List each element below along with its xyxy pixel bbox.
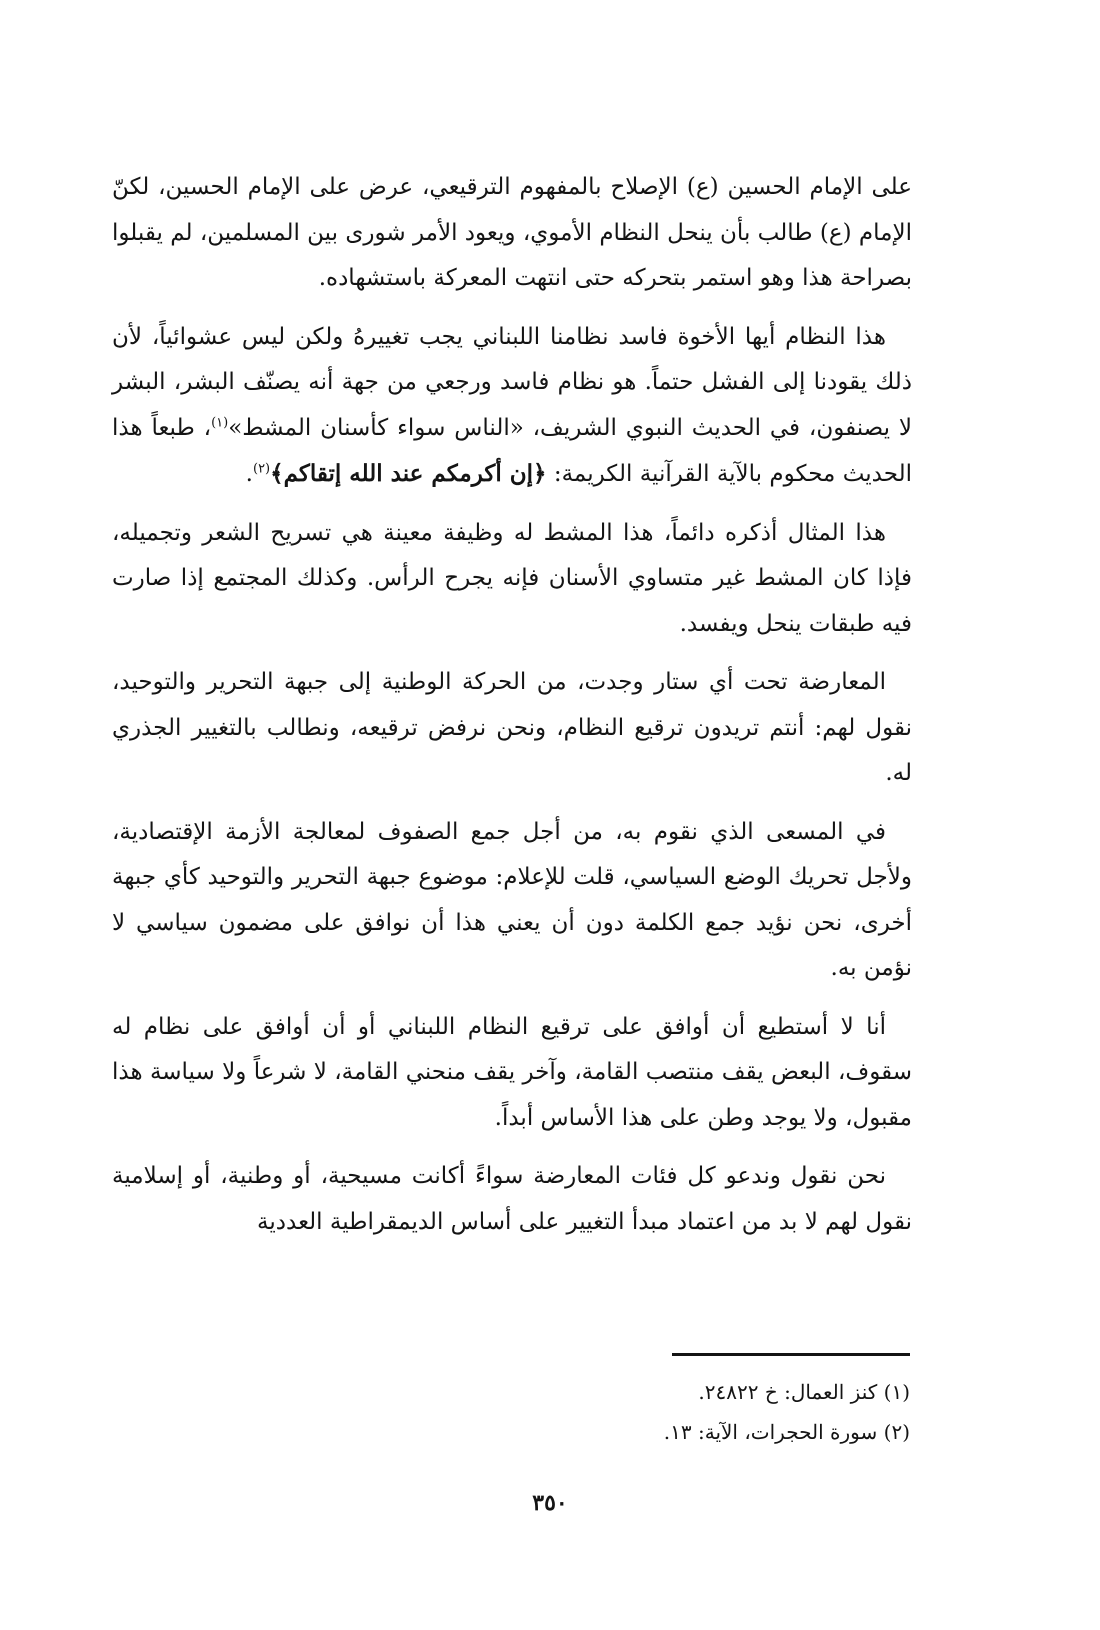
- footnote-ref-2: (٢): [252, 461, 271, 477]
- main-text: [112, 165, 912, 1258]
- paragraph-2-text-after: .: [245, 461, 253, 487]
- paragraph-7: نحن نقول وندعو كل فئات المعارضة سواءً أكانت مسيحية، أو وطنية، أو إسلامية نقول لهم لا بد من اعتماد مبدأ التغيير على أساس الديمقراطية العددية: [112, 1163, 912, 1235]
- footnote-1: (١) كنز العمال: خ ٢٤٨٢٢.: [698, 1380, 910, 1404]
- footnotes: [112, 1372, 910, 1452]
- footnote-divider: [672, 1353, 910, 1356]
- paragraph-1: على الإمام الحسين (ع) الإصلاح بالمفهوم الترقيعي، عرض على الإمام الحسين، لكنّ الإمام (ع) طالب بأن ينحل النظام الأموي، ويعود الأمر شورى بين المسلمين، لم يقبلوا بصراحة هذا وهو استمر بتحركه حتى انتهت المعركة باستشهاده.: [112, 174, 912, 291]
- paragraph-2: [112, 315, 912, 498]
- paragraph-2-text-before: هذا النظام أيها الأخوة فاسد نظامنا اللبناني يجب تغييرهُ ولكن ليس عشوائياً، لأن ذلك يقودنا إلى الفشل حتماً. هو نظام فاسد ورجعي من جهة أنه يصنّف البشر، البشر لا يصنفون، في الحديث النبوي الشريف، «الناس سواء كأسنان المشط»: [112, 323, 912, 441]
- paragraph-3: هذا المثال أذكره دائماً، هذا المشط له وظيفة معينة هي تسريح الشعر وتجميله، فإذا كان المشط غير متساوي الأسنان فإنه يجرح الرأس. وكذلك المجتمع إذا صارت فيه طبقات ينحل ويفسد.: [112, 519, 912, 637]
- footnote-2: (٢) سورة الحجرات، الآية: ١٣.: [663, 1420, 910, 1444]
- paragraph-6: أنا لا أستطيع أن أوافق على ترقيع النظام اللبناني أو أن أوافق على نظام له سقوف، البعض يقف منتصب القامة، وآخر يقف منحني القامة، لا شرعاً ولا سياسة هذا مقبول، ولا يوجد وطن على هذا الأساس أبداً.: [112, 1013, 912, 1131]
- paragraph-4: المعارضة تحت أي ستار وجدت، من الحركة الوطنية إلى جبهة التحرير والتوحيد، نقول لهم: أنتم تريدون ترقيع النظام، ونحن نرفض ترقيعه، ونطالب بالتغيير الجذري له.: [112, 669, 912, 786]
- quran-verse: ﴿إن أكرمكم عند الله إتقاكم﴾: [270, 460, 547, 487]
- footnote-ref-1: (١): [211, 414, 229, 430]
- paragraph-5: في المسعى الذي نقوم به، من أجل جمع الصفوف لمعالجة الأزمة الإقتصادية، ولأجل تحريك الوضع السياسي، قلت للإعلام: موضوع جبهة التحرير والتوحيد كأي جبهة أخرى، نحن نؤيد جمع الكلمة دون أن يعني هذا أن نوافق على مضمون سياسي لا نؤمن به.: [112, 818, 912, 981]
- paragraph-2-text-middle: ، طبعاً هذا الحديث محكوم بالآية القرآنية الكريمة:: [112, 414, 912, 487]
- page-number: ٣٥٠: [532, 1490, 568, 1516]
